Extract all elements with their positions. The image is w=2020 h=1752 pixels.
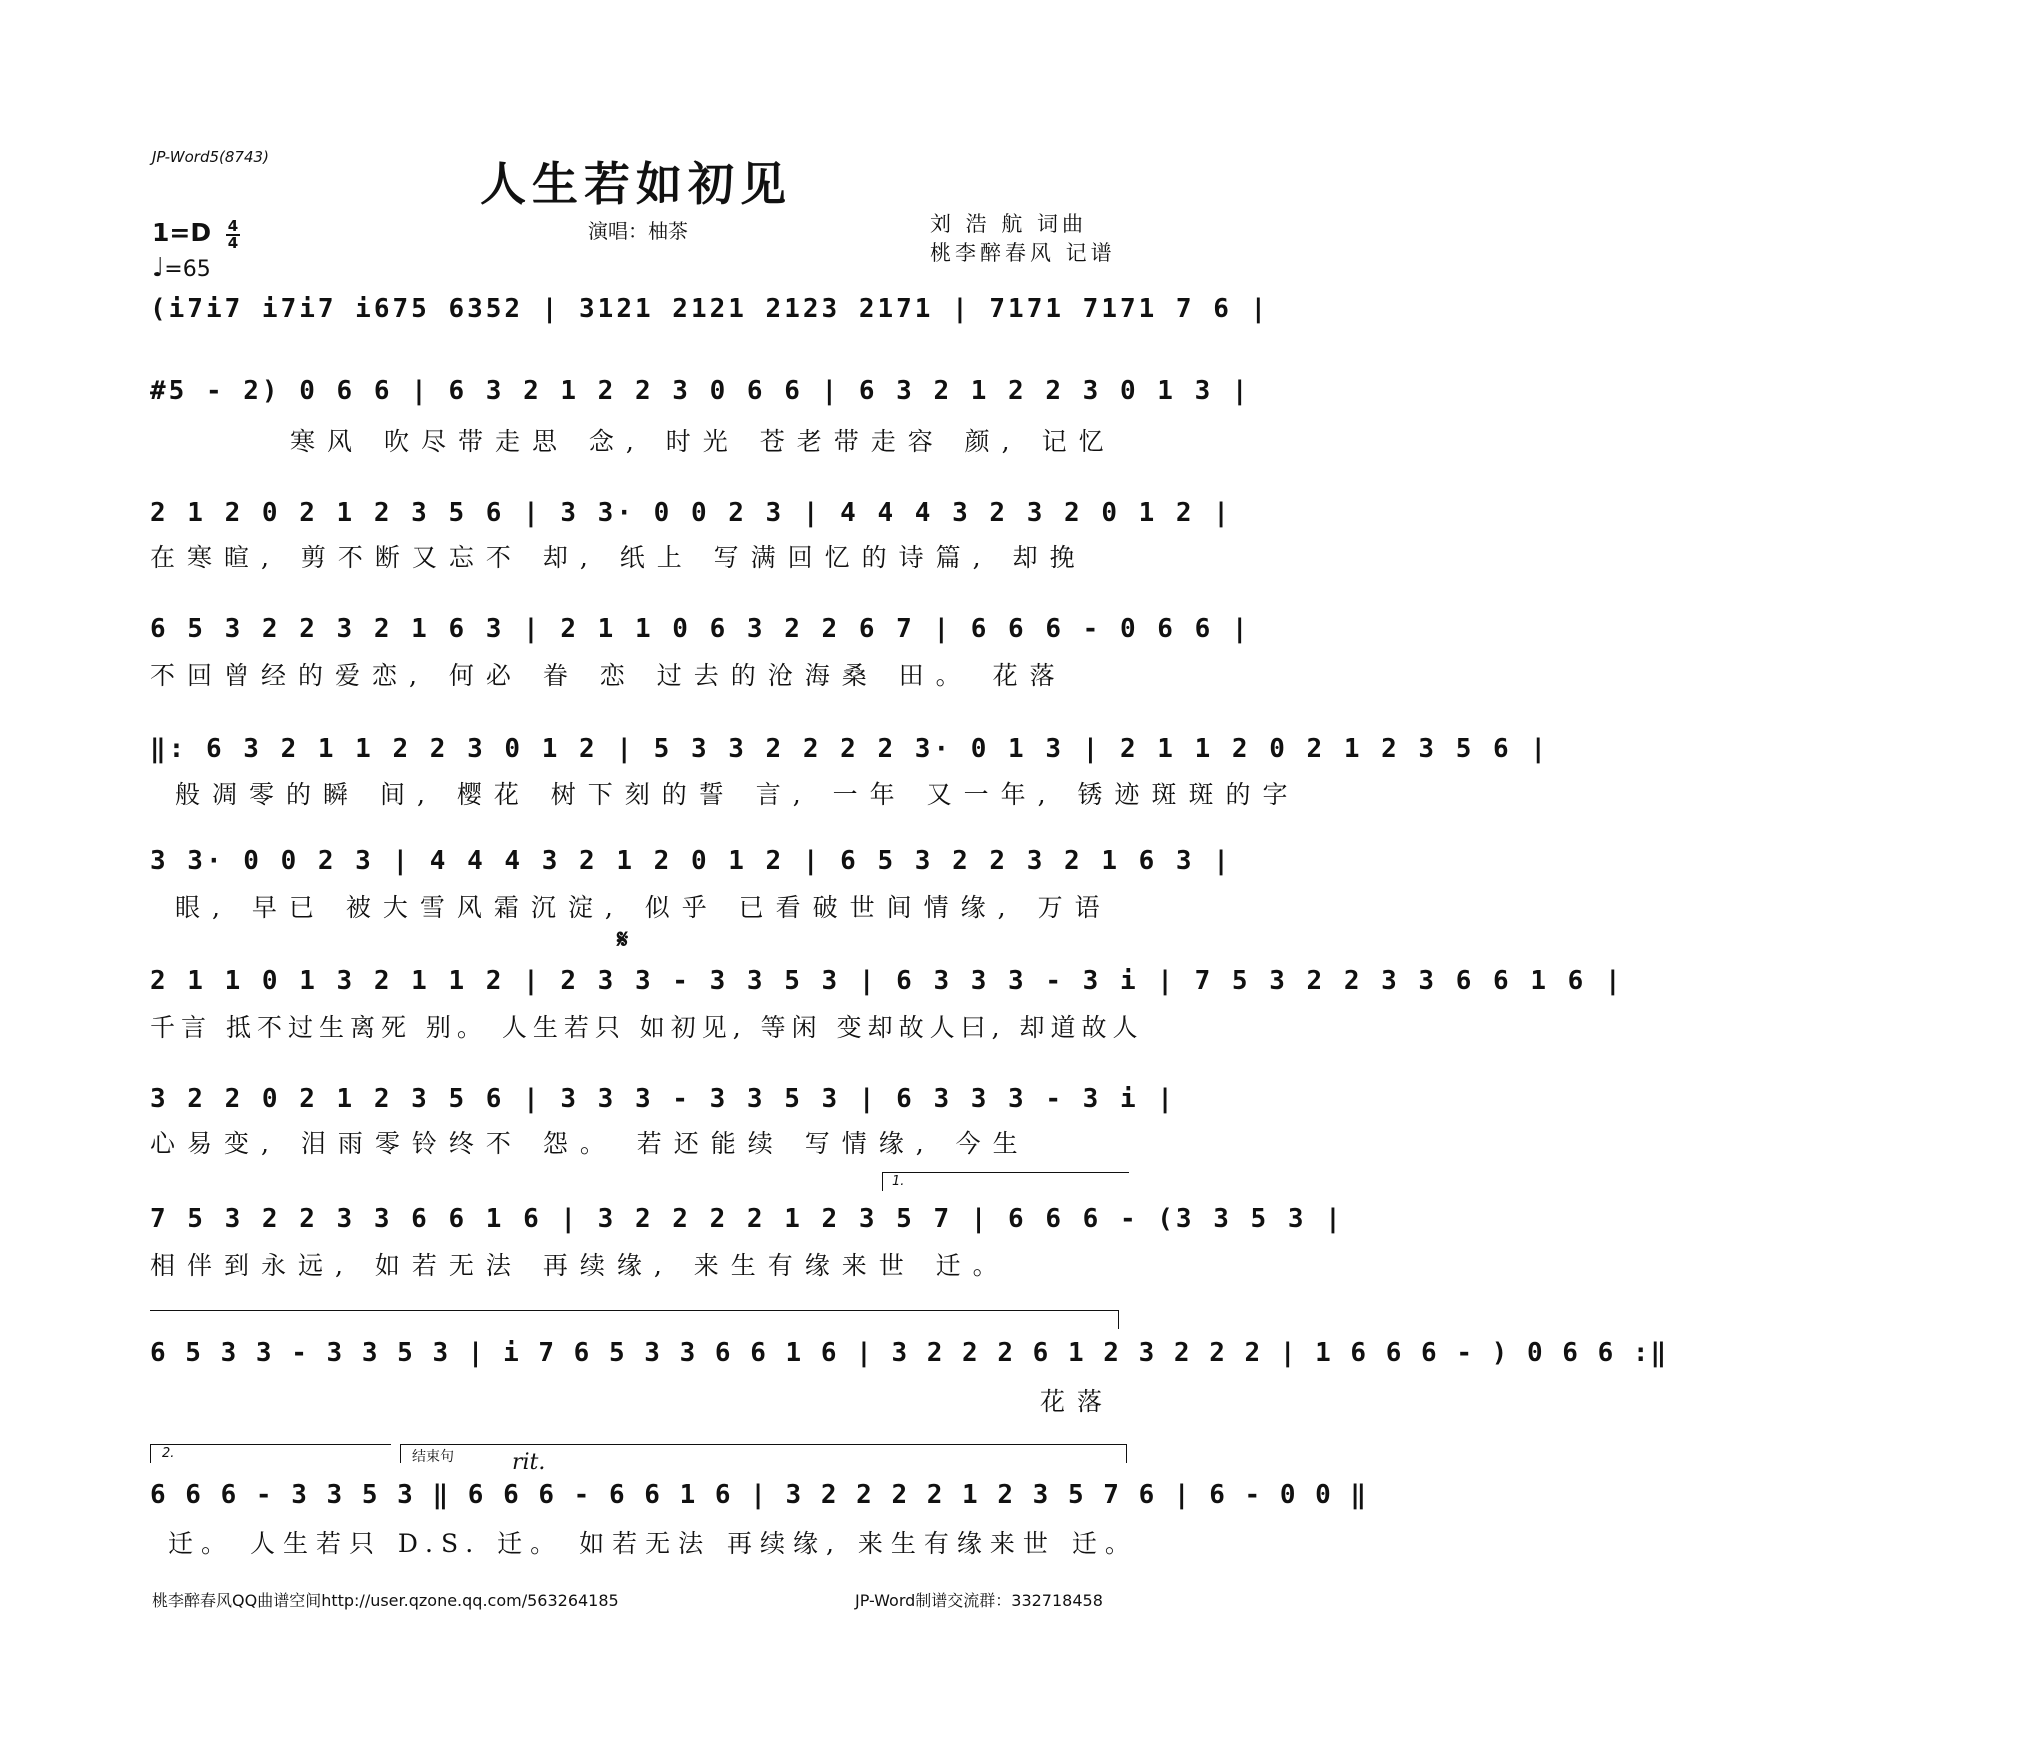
footer-left: 桃李醉春风QQ曲谱空间http://user.qzone.qq.com/563264185 — [152, 1591, 619, 1610]
key-signature: 1=D — [152, 218, 212, 247]
transcriber-credit: 桃李醉春风 记谱 — [930, 241, 1116, 265]
time-signature — [226, 219, 240, 251]
notation-line-6: 3 3· 0 0 2 3 | 4 4 4 3 2 1 2 0 1 2 | 6 5 3 2 2 3 2 1 6 3 | — [150, 846, 1232, 876]
lyric-line-10: 花落 — [1040, 1387, 1115, 1416]
footer-right: JP-Word制谱交流群：332718458 — [855, 1591, 1103, 1610]
lyric-line-2: 寒风 吹尽带走思 念, 时光 苍老带走容 颜, 记忆 — [290, 427, 1116, 456]
notation-line-9: 7 5 3 2 2 3 3 6 6 1 6 | 3 2 2 2 2 1 2 3 5 7 | 6 6 6 - (3 3 5 3 | — [150, 1204, 1344, 1234]
singer-credit: 演唱：柚茶 — [588, 219, 688, 243]
volta-2-number: 2. — [162, 1446, 175, 1461]
notation-line-3: 2 1 2 0 2 1 2 3 5 6 | 3 3· 0 0 2 3 | 4 4 4 3 2 3 2 0 1 2 | — [150, 498, 1232, 528]
notation-line-11: 6 6 6 - 3 3 5 3 ‖ 6 6 6 - 6 6 1 6 | 3 2 2 2 2 1 2 3 5 7 6 | 6 - 0 0 ‖ — [150, 1480, 1369, 1510]
notation-line-2: #5 - 2) 0 6 6 | 6 3 2 1 2 2 3 0 6 6 | 6 3 2 1 2 2 3 0 1 3 | — [150, 376, 1251, 406]
lyric-line-5: 般凋零的瞬 间, 樱花 树下刻的誓 言, 一年 又一年, 锈迹斑斑的字 — [175, 780, 1300, 809]
notation-line-1: (i7i7 i7i7 i675 6352 | 3121 2121 2123 2171 | 7171 7171 7 6 | — [150, 294, 1270, 324]
tempo-value: =65 — [164, 257, 211, 282]
lyricist-credit: 刘 浩 航 词曲 — [930, 212, 1088, 236]
volta-1-number: 1. — [892, 1174, 905, 1189]
notation-line-8: 3 2 2 0 2 1 2 3 5 6 | 3 3 3 - 3 3 5 3 | 6 3 3 3 - 3 i | — [150, 1084, 1176, 1114]
coda-bracket — [400, 1444, 1127, 1463]
lyric-line-9: 相伴到永远, 如若无法 再续缘, 来生有缘来世 迁。 — [150, 1251, 1010, 1280]
lyric-line-6: 眼, 早已 被大雪风霜沉淀, 似乎 已看破世间情缘, 万语 — [175, 893, 1112, 922]
lyric-line-4: 不回曾经的爱恋, 何必 眷 恋 过去的沧海桑 田。 花落 — [150, 661, 1067, 690]
quarter-note-icon: ♩ — [152, 253, 165, 283]
lyric-line-8: 心易变, 泪雨零铃终不 怨。 若还能续 写情缘, 今生 — [150, 1129, 1030, 1158]
lyric-line-3: 在寒暄, 剪不断又忘不 却, 纸上 写满回忆的诗篇, 却挽 — [150, 543, 1087, 572]
tempo-marking — [152, 253, 211, 283]
volta-1-bracket — [882, 1172, 1129, 1191]
volta-2-bracket — [150, 1444, 391, 1463]
time-bottom: 4 — [227, 234, 239, 252]
ritardando-mark: rit. — [512, 1450, 546, 1475]
notation-line-10: 6 5 3 3 - 3 3 5 3 | i 7 6 5 3 3 6 6 1 6 | 3 2 2 2 6 1 2 3 2 2 2 | 1 6 6 6 - ) 0 6 6 :‖ — [150, 1338, 1669, 1368]
lyric-line-7: 千言 抵不过生离死 别。 人生若只 如初见, 等闲 变却故人曰, 却道故人 — [150, 1013, 1144, 1042]
notation-line-7: 2 1 1 0 1 3 2 1 1 2 | 2 3 3 - 3 3 5 3 | 6 3 3 3 - 3 i | 7 5 3 2 2 3 3 6 6 1 6 | — [150, 966, 1624, 996]
coda-label: 结束句 — [412, 1449, 454, 1465]
page-title: 人生若如初见 — [480, 157, 792, 211]
notation-line-5: ‖: 6 3 2 1 1 2 2 3 0 1 2 | 5 3 3 2 2 2 2 3· 0 1 3 | 2 1 1 2 0 2 1 2 3 5 6 | — [150, 734, 1549, 764]
source-label: JP-Word5(8743) — [152, 148, 269, 166]
volta-1-continuation — [150, 1310, 1119, 1329]
notation-line-4: 6 5 3 2 2 3 2 1 6 3 | 2 1 1 0 6 3 2 2 6 7 | 6 6 6 - 0 6 6 | — [150, 614, 1251, 644]
lyric-line-11: 迁。 人生若只 D.S. 迁。 如若无法 再续缘, 来生有缘来世 迁。 — [168, 1529, 1138, 1558]
time-top: 4 — [227, 217, 239, 235]
segno-sign: 𝄋 — [617, 925, 629, 955]
